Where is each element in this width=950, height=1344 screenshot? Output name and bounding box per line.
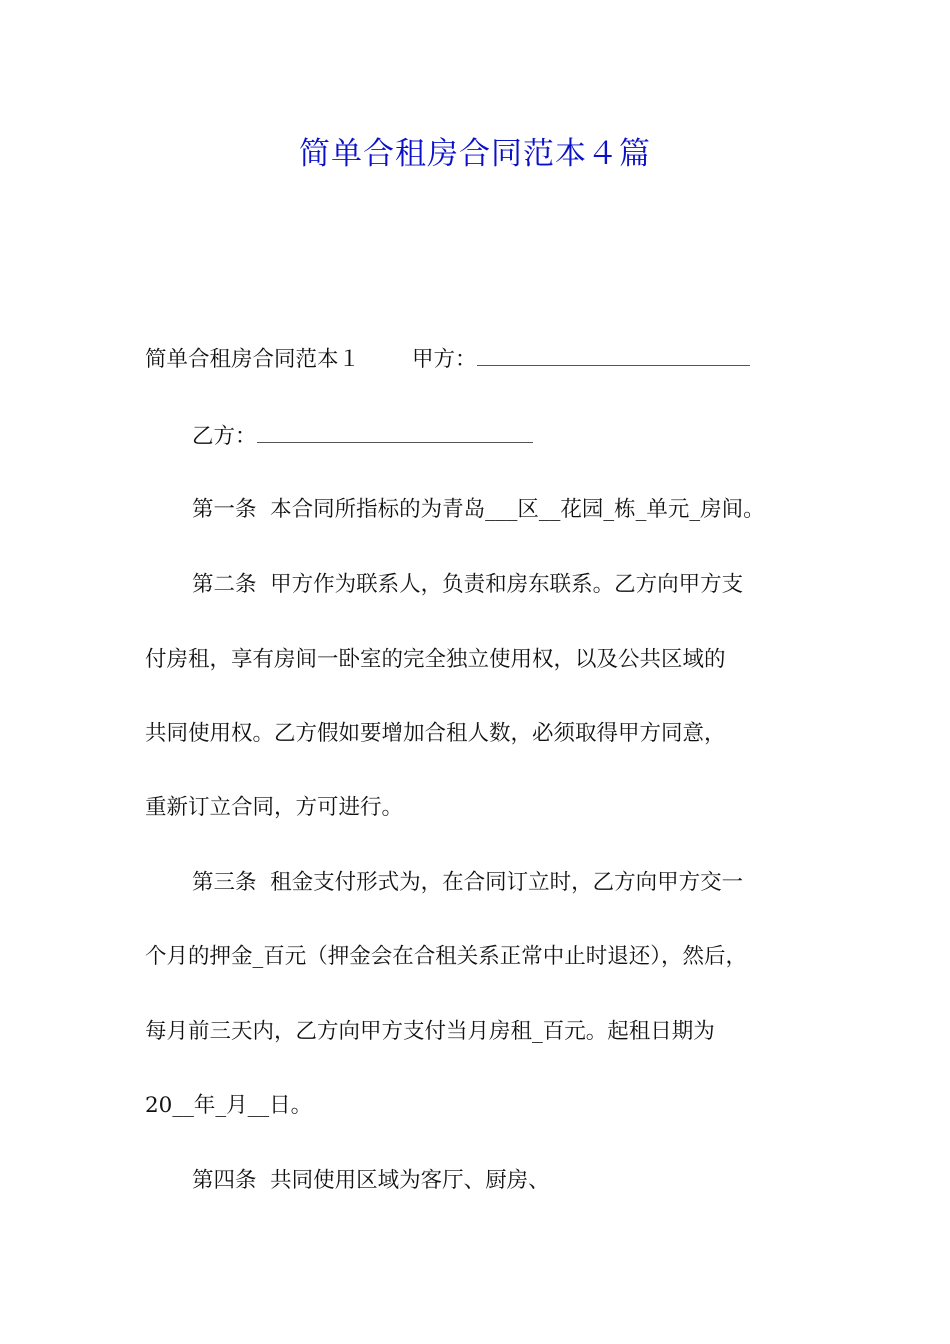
section-heading: 简单合租房合同范本１ xyxy=(145,347,361,372)
party-b-label: 乙方： xyxy=(192,424,257,449)
party-b-line xyxy=(192,421,533,453)
paragraph-line: 个月的押金_百元（押金会在合租关系正常中止时退还），然后， xyxy=(145,944,748,969)
paragraph-line: 第一条 本合同所指标的为青岛___区__花园_栋_单元_房间。 xyxy=(192,497,765,522)
paragraph-line: 每月前三天内，乙方向甲方支付当月房租_百元。起租日期为 xyxy=(145,1019,715,1044)
paragraph-line: 重新订立合同，方可进行。 xyxy=(145,795,404,820)
party-a-label: 甲方： xyxy=(412,347,477,372)
party-b-blank xyxy=(257,422,533,443)
paragraph-line: 第四条 共同使用区域为客厅、厨房、 xyxy=(192,1168,550,1193)
party-a-blank xyxy=(477,345,750,366)
paragraph-line: 共同使用权。乙方假如要增加合租人数，必须取得甲方同意， xyxy=(145,721,726,746)
paragraph-line: 第三条 租金支付形式为，在合同订立时，乙方向甲方交一 xyxy=(192,870,744,895)
paragraph-line: 20__年_月__日。 xyxy=(145,1093,313,1118)
section-heading-line xyxy=(145,344,750,376)
document-title: 简单合租房合同范本４篇 xyxy=(299,136,651,172)
paragraph-line: 付房租，享有房间一卧室的完全独立使用权，以及公共区域的 xyxy=(145,647,726,672)
paragraph-line: 第二条 甲方作为联系人，负责和房东联系。乙方向甲方支 xyxy=(192,572,744,597)
